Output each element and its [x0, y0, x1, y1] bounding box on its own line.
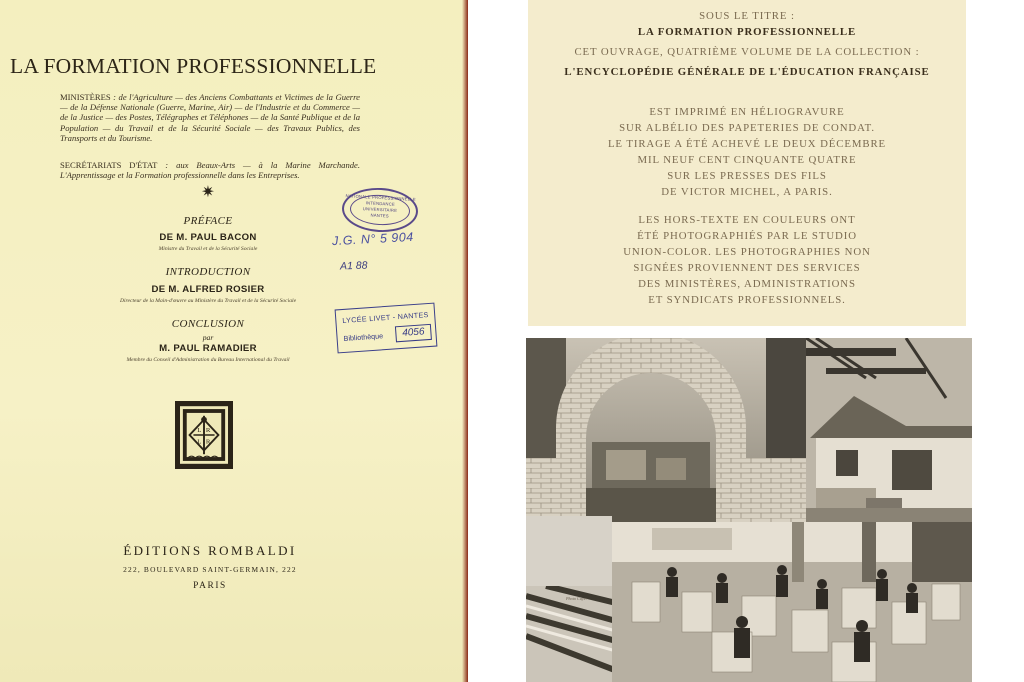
publisher-name: ÉDITIONS ROMBALDI — [123, 543, 297, 558]
svg-text:R: R — [205, 427, 211, 435]
oval-stamp-line: INTENDANCE — [365, 200, 396, 207]
colophon-credits-line: SIGNÉES PROVIENNENT DES SERVICES — [633, 262, 861, 274]
library-stamp-school: LYCÉE LIVET - NANTES — [342, 310, 429, 326]
conclusion-par: par — [202, 333, 214, 342]
colophon-credits-line: DES MINISTÈRES, ADMINISTRATIONS — [638, 278, 856, 290]
publisher-address: 222, BOULEVARD SAINT-GERMAIN, 222 — [123, 565, 297, 574]
title-page — [0, 0, 468, 682]
ministeres-paragraph — [60, 92, 360, 143]
introduction-author-role: Directeur de la Main-d'œuvre au Ministère du Travail et de la Sécurité Sociale — [119, 298, 297, 304]
colophon-print-line: EST IMPRIMÉ EN HÉLIOGRAVURE — [649, 106, 845, 118]
oval-library-stamp — [341, 186, 419, 234]
ornament-star: ✷ — [201, 184, 215, 201]
introduction-heading: INTRODUCTION — [165, 266, 251, 278]
photo-blank-panel — [526, 516, 612, 586]
preface-heading: PRÉFACE — [183, 215, 233, 227]
colophon-print-line: SUR LES PRESSES DES FILS — [667, 170, 827, 182]
svg-text:L: L — [197, 427, 202, 435]
colophon-print-line: MIL NEUF CENT CINQUANTE QUATRE — [637, 154, 857, 166]
colophon-credits-line: ET SYNDICATS PROFESSIONNELS. — [648, 294, 846, 306]
publisher-logo-icon — [175, 401, 233, 469]
colophon-print-line: DE VICTOR MICHEL, A PARIS. — [661, 186, 833, 198]
preface-author-role: Ministre du Travail et de la Sécurité Sociale — [158, 246, 258, 252]
photo-masonry-workshop — [612, 522, 972, 682]
colophon-page — [528, 0, 966, 326]
photo-house — [806, 338, 972, 524]
colophon-intro: SOUS LE TITRE : — [699, 10, 795, 22]
oval-stamp-line: UNIVERSITAIRE — [362, 206, 398, 213]
secretariats-paragraph — [60, 160, 360, 180]
colophon-volume: CET OUVRAGE, QUATRIÈME VOLUME DE LA COLLECTION : — [574, 46, 920, 58]
colophon-print-line: LE TIRAGE A ÉTÉ ACHEVÉ LE DEUX DÉCEMBRE — [607, 138, 887, 150]
photo-plate — [526, 338, 972, 682]
colophon-credits-line: UNION-COLOR. LES PHOTOGRAPHIES NON — [623, 246, 871, 258]
conclusion-author-role: Membre du Conseil d'Administration du Bureau International du Travail — [126, 357, 290, 363]
svg-text:R: R — [205, 438, 211, 446]
photo-credit-caption: Photo Cayer — [566, 596, 588, 601]
library-stamp-number: 4056 — [395, 324, 432, 342]
secretariats-text: : aux Beaux-Arts — à la Marine Marchande. L'Apprentissage et la Formation professionnelle dans les Entreprises. — [60, 160, 360, 181]
oval-stamp-line: NANTES — [370, 212, 389, 219]
colophon-print-line: SUR ALBÉLIO DES PAPETERIES DE CONDAT. — [619, 122, 875, 134]
secretariats-label: SECRÉTARIATS D'ÉTAT — [60, 160, 158, 170]
colophon-title: LA FORMATION PROFESSIONNELLE — [637, 26, 857, 38]
conclusion-author: M. PAUL RAMADIER — [159, 343, 257, 354]
publisher-city: PARIS — [193, 581, 227, 591]
ministeres-label: MINISTÈRES — [60, 92, 111, 102]
conclusion-heading: CONCLUSION — [171, 318, 245, 330]
oval-stamp-line: NATIONALE PROFESSIONNELLE — [345, 193, 416, 202]
svg-text:L: L — [197, 438, 202, 446]
preface-author: DE M. PAUL BACON — [159, 232, 257, 243]
photo-brick-arch — [526, 338, 816, 524]
ministeres-text: : de l'Agriculture — des Anciens Combattants et Victimes de la Guerre — de la Défense Nationale (Guerre, Marine, Air) — de l'Industrie et du Commerce — de la Justice — des Postes, Télégraphes et Téléphones — de la Santé Publique et de la Population — du Travail et de la Sécurité Sociale — des Travaux Publics, des Transports et du Tourisme. — [60, 92, 360, 143]
introduction-author: DE M. ALFRED ROSIER — [151, 284, 265, 295]
rectangular-library-stamp — [335, 303, 438, 354]
library-stamp-label: Bibliothèque — [343, 331, 384, 343]
book-title: LA FORMATION PROFESSIONNELLE — [10, 54, 377, 78]
colophon-collection: L'ENCYCLOPÉDIE GÉNÉRALE DE L'ÉDUCATION FRANÇAISE — [564, 66, 930, 78]
colophon-credits-line: ÉTÉ PHOTOGRAPHIÉS PAR LE STUDIO — [637, 230, 857, 242]
handwritten-shelf-mark: A1 88 — [339, 259, 368, 273]
handwritten-catalog-number: J.G. N° 5 904 — [331, 229, 414, 249]
colophon-credits-line: LES HORS-TEXTE EN COULEURS ONT — [638, 214, 856, 226]
